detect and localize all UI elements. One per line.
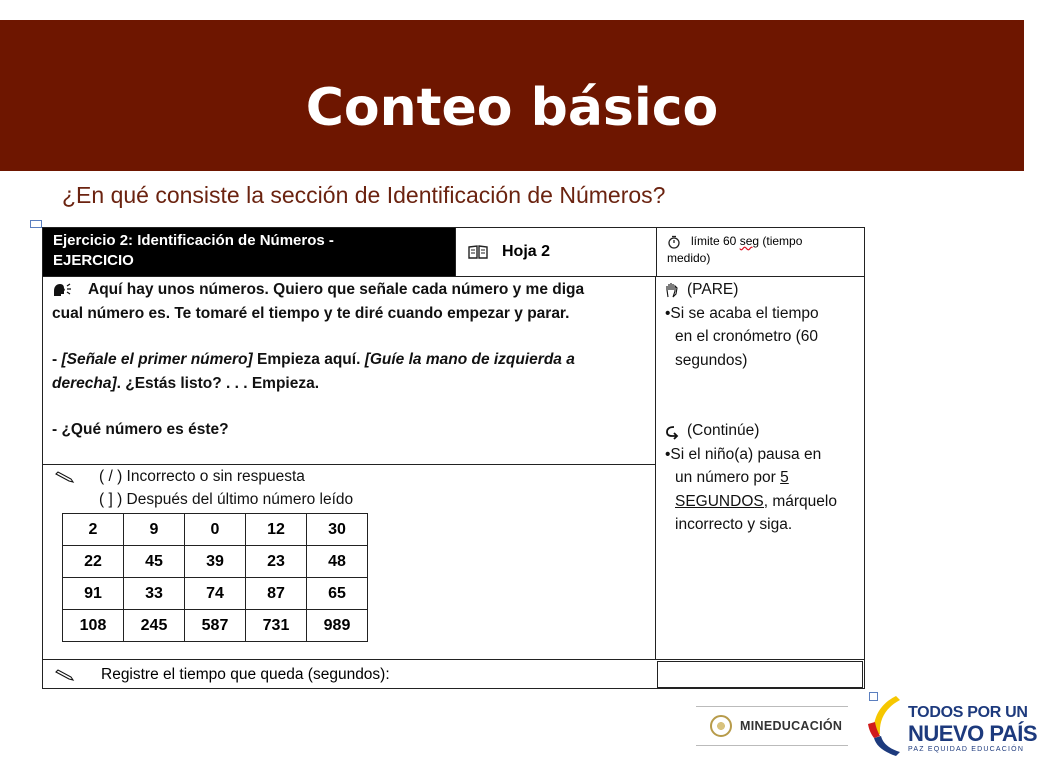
divider-vertical — [655, 276, 656, 660]
title-banner — [0, 20, 1024, 171]
numbers-row — [63, 578, 368, 610]
instr-guide-right: derecha] — [52, 374, 117, 392]
todos-line3: PAZ EQUIDAD EDUCACIÓN — [908, 746, 1025, 753]
slide-title: Conteo básico — [305, 78, 719, 138]
divider-footer — [43, 659, 864, 660]
instr-dash: - — [52, 351, 62, 368]
legend-incorrect: ( / ) Incorrecto o sin respuesta — [99, 468, 305, 485]
book-cell — [455, 228, 656, 276]
instruction-line2: cual número es. Te tomaré el tiempo y te diré cuando empezar y parar. — [52, 304, 570, 322]
slide-subtitle: ¿En qué consiste la sección de Identificación de Números? — [62, 182, 666, 208]
seal-icon — [710, 715, 732, 737]
continue-bullet-2: un número por — [675, 469, 781, 486]
number-cell[interactable]: 12 — [246, 514, 307, 546]
stop-bullet-3: segundos) — [675, 351, 748, 369]
numbers-row — [63, 546, 368, 578]
number-cell[interactable]: 23 — [246, 546, 307, 578]
number-cell[interactable]: 731 — [246, 610, 307, 642]
continue-mark: márquelo — [768, 492, 837, 510]
marking-legend — [53, 465, 353, 511]
continue-arrow-icon — [665, 424, 679, 438]
instr-start-here: Empieza aquí. — [252, 351, 365, 368]
number-cell[interactable]: 65 — [307, 578, 368, 610]
limit-seg: seg — [739, 234, 760, 248]
instruction-point-first — [52, 348, 648, 395]
numbers-row — [63, 610, 368, 642]
footer-time-label: Registre el tiempo que queda (segundos): — [101, 666, 390, 683]
number-cell[interactable]: 9 — [124, 514, 185, 546]
stop-bullet-1: •Si se acaba el tiempo — [665, 304, 819, 322]
number-cell[interactable]: 108 — [63, 610, 124, 642]
speaking-head-icon — [52, 282, 72, 298]
pencil-icon — [53, 669, 77, 681]
exercise-title-line2: EJERCICIO — [53, 252, 134, 269]
number-cell[interactable]: 33 — [124, 578, 185, 610]
pencil-icon — [53, 471, 77, 483]
continue-five: 5 — [780, 469, 789, 486]
continue-bullet-1: •Si el niño(a) pausa en — [665, 445, 822, 463]
todos-por-un-nuevo-pais-logo — [864, 692, 1037, 762]
divider-header — [43, 276, 864, 277]
number-cell[interactable]: 587 — [185, 610, 246, 642]
todos-line1: TODOS POR UN — [908, 704, 1028, 721]
number-cell[interactable]: 45 — [124, 546, 185, 578]
exercise-sheet — [42, 227, 865, 689]
number-cell[interactable]: 245 — [124, 610, 185, 642]
mineducacion-text: MINEDUCACIÓN — [740, 719, 843, 733]
instructions — [52, 278, 648, 442]
numbers-grid — [62, 513, 368, 642]
instruction-question: - ¿Qué número es éste? — [52, 421, 229, 438]
continue-bullet-4: incorrecto y siga. — [675, 516, 793, 533]
number-cell[interactable]: 22 — [63, 546, 124, 578]
instr-point-first: [Señale el primer número] — [61, 351, 253, 368]
exercise-title-line1: Ejercicio 2: Identificación de Números - — [53, 232, 334, 249]
book-icon — [468, 245, 488, 259]
number-cell[interactable]: 2 — [63, 514, 124, 546]
number-cell[interactable]: 74 — [185, 578, 246, 610]
limit-pre: límite 60 — [691, 234, 740, 248]
instr-ready: . ¿Estás listo? . . . Empieza. — [116, 374, 320, 392]
book-label: Hoja 2 — [502, 243, 551, 260]
stop-label: (PARE) — [687, 281, 739, 298]
continue-label: (Continúe) — [687, 422, 760, 439]
stop-continue-panel — [665, 278, 861, 537]
continue-seconds: SEGUNDOS, — [675, 492, 769, 510]
legend-last: ( ] ) Después del último número leído — [99, 491, 354, 508]
time-limit-cell — [656, 228, 864, 276]
object-anchor-icon — [30, 220, 42, 228]
exercise-header — [43, 228, 455, 276]
number-cell[interactable]: 30 — [307, 514, 368, 546]
limit-line2: medido) — [667, 251, 711, 265]
number-cell[interactable]: 91 — [63, 578, 124, 610]
instruction-line1: Aquí hay unos números. Quiero que señale cada número y me diga — [88, 281, 585, 298]
stopwatch-icon — [667, 235, 681, 249]
stop-bullet-2: en el cronómetro (60 — [675, 328, 819, 345]
instr-guide-hand: [Guíe la mano de izquierda a — [364, 351, 575, 368]
flag-swoosh-icon — [866, 694, 906, 758]
stop-hand-icon — [665, 282, 679, 298]
number-cell[interactable]: 989 — [307, 610, 368, 642]
footer-row — [53, 666, 390, 684]
limit-post: (tiempo — [759, 234, 803, 248]
number-cell[interactable]: 39 — [185, 546, 246, 578]
mineducacion-logo — [696, 706, 848, 746]
number-cell[interactable]: 87 — [246, 578, 307, 610]
number-cell[interactable]: 0 — [185, 514, 246, 546]
number-cell[interactable]: 48 — [307, 546, 368, 578]
remaining-time-box[interactable] — [657, 661, 863, 688]
todos-line2: NUEVO PAÍS — [908, 721, 1037, 746]
numbers-row — [63, 514, 368, 546]
